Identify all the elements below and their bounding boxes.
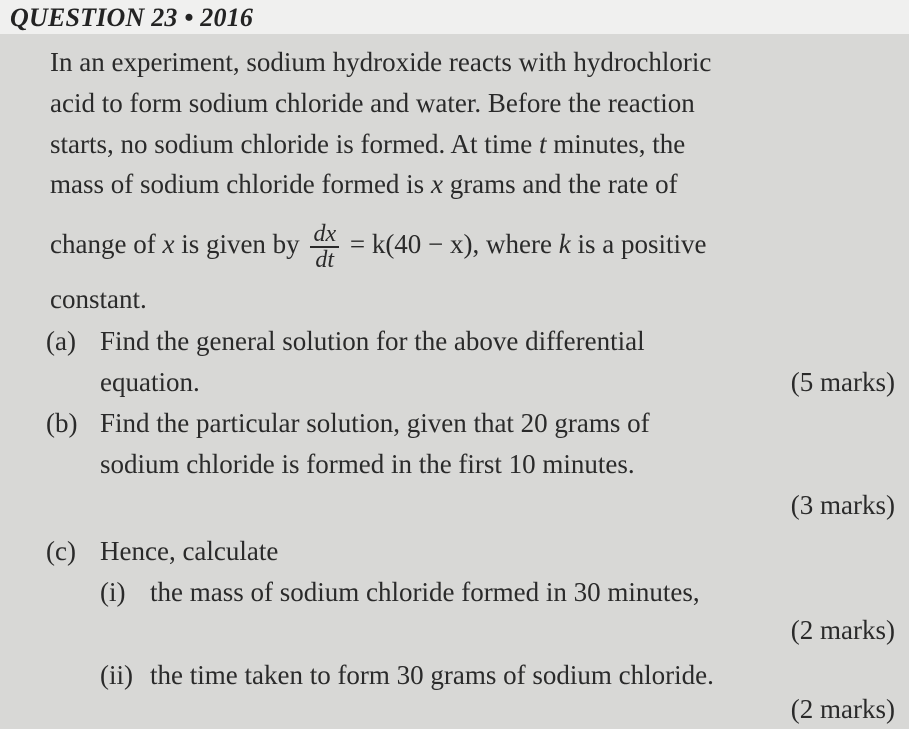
derivative-fraction [310, 222, 339, 272]
part-c-i-text: the mass of sodium chloride formed in 30 minutes, [150, 577, 700, 607]
intro-line-5 [50, 222, 706, 272]
variable-t: t [538, 129, 547, 159]
intro-line-1-text: In an experiment, sodium hydroxide reacts with hydrochloric [50, 47, 712, 77]
intro-line-2 [50, 87, 695, 119]
part-c-i-line [100, 576, 700, 608]
question-title: QUESTION 23 • 2016 [10, 3, 254, 32]
fraction-denominator: dt [315, 247, 335, 273]
intro-line-6-text: constant. [50, 284, 147, 314]
variable-x: x [430, 169, 443, 199]
intro-line-3-text: starts, no sodium chloride is formed. At time [50, 129, 533, 159]
intro-line-6 [50, 283, 147, 315]
part-a-marks: (5 marks) [790, 367, 895, 397]
part-b-text-1: Find the particular solution, given that 20 grams of [100, 408, 650, 438]
intro-line-1 [50, 46, 711, 78]
part-b-label: (b) [46, 408, 78, 438]
part-a-line-1 [46, 325, 645, 357]
part-c-line-1 [46, 535, 278, 567]
variable-k: k [558, 229, 571, 260]
part-c-text-1: Hence, calculate [100, 536, 279, 566]
part-b-marks: (3 marks) [790, 490, 895, 520]
part-c-ii-text: the time taken to form 30 grams of sodium chloride. [150, 660, 714, 690]
intro-line-5-c: where [486, 229, 552, 260]
part-c-label: (c) [46, 536, 76, 566]
part-c-i-label: (i) [100, 577, 126, 607]
equation-rhs: = k(40 − x), [349, 229, 480, 260]
intro-line-4-b: grams and the rate of [449, 169, 678, 199]
part-c-ii-marks: (2 marks) [790, 694, 895, 724]
part-c-ii-label: (ii) [100, 660, 133, 690]
part-a-text-2: equation. [100, 367, 200, 397]
intro-line-3 [50, 128, 685, 160]
part-a-label: (a) [46, 326, 76, 356]
part-c-ii-line [100, 659, 714, 691]
intro-line-3-end: minutes, the [553, 129, 686, 159]
intro-line-4-a: mass of sodium chloride formed is [50, 169, 425, 199]
part-b-line-2 [100, 448, 635, 480]
intro-line-5-b: is given by [181, 229, 300, 260]
fraction-numerator: dx [310, 222, 339, 248]
intro-line-4 [50, 168, 678, 200]
part-a-text-1: Find the general solution for the above differential [100, 326, 645, 356]
intro-line-5-d: is a positive [577, 229, 707, 260]
intro-line-5-a: change of [50, 229, 156, 260]
part-b-text-2: sodium chloride is formed in the first 10 minutes. [100, 449, 635, 479]
part-b-line-1 [46, 407, 650, 439]
part-c-i-marks: (2 marks) [790, 615, 895, 645]
part-a-line-2 [100, 366, 200, 398]
variable-x: x [162, 229, 175, 260]
intro-line-2-text: acid to form sodium chloride and water. Before the reaction [50, 88, 695, 118]
